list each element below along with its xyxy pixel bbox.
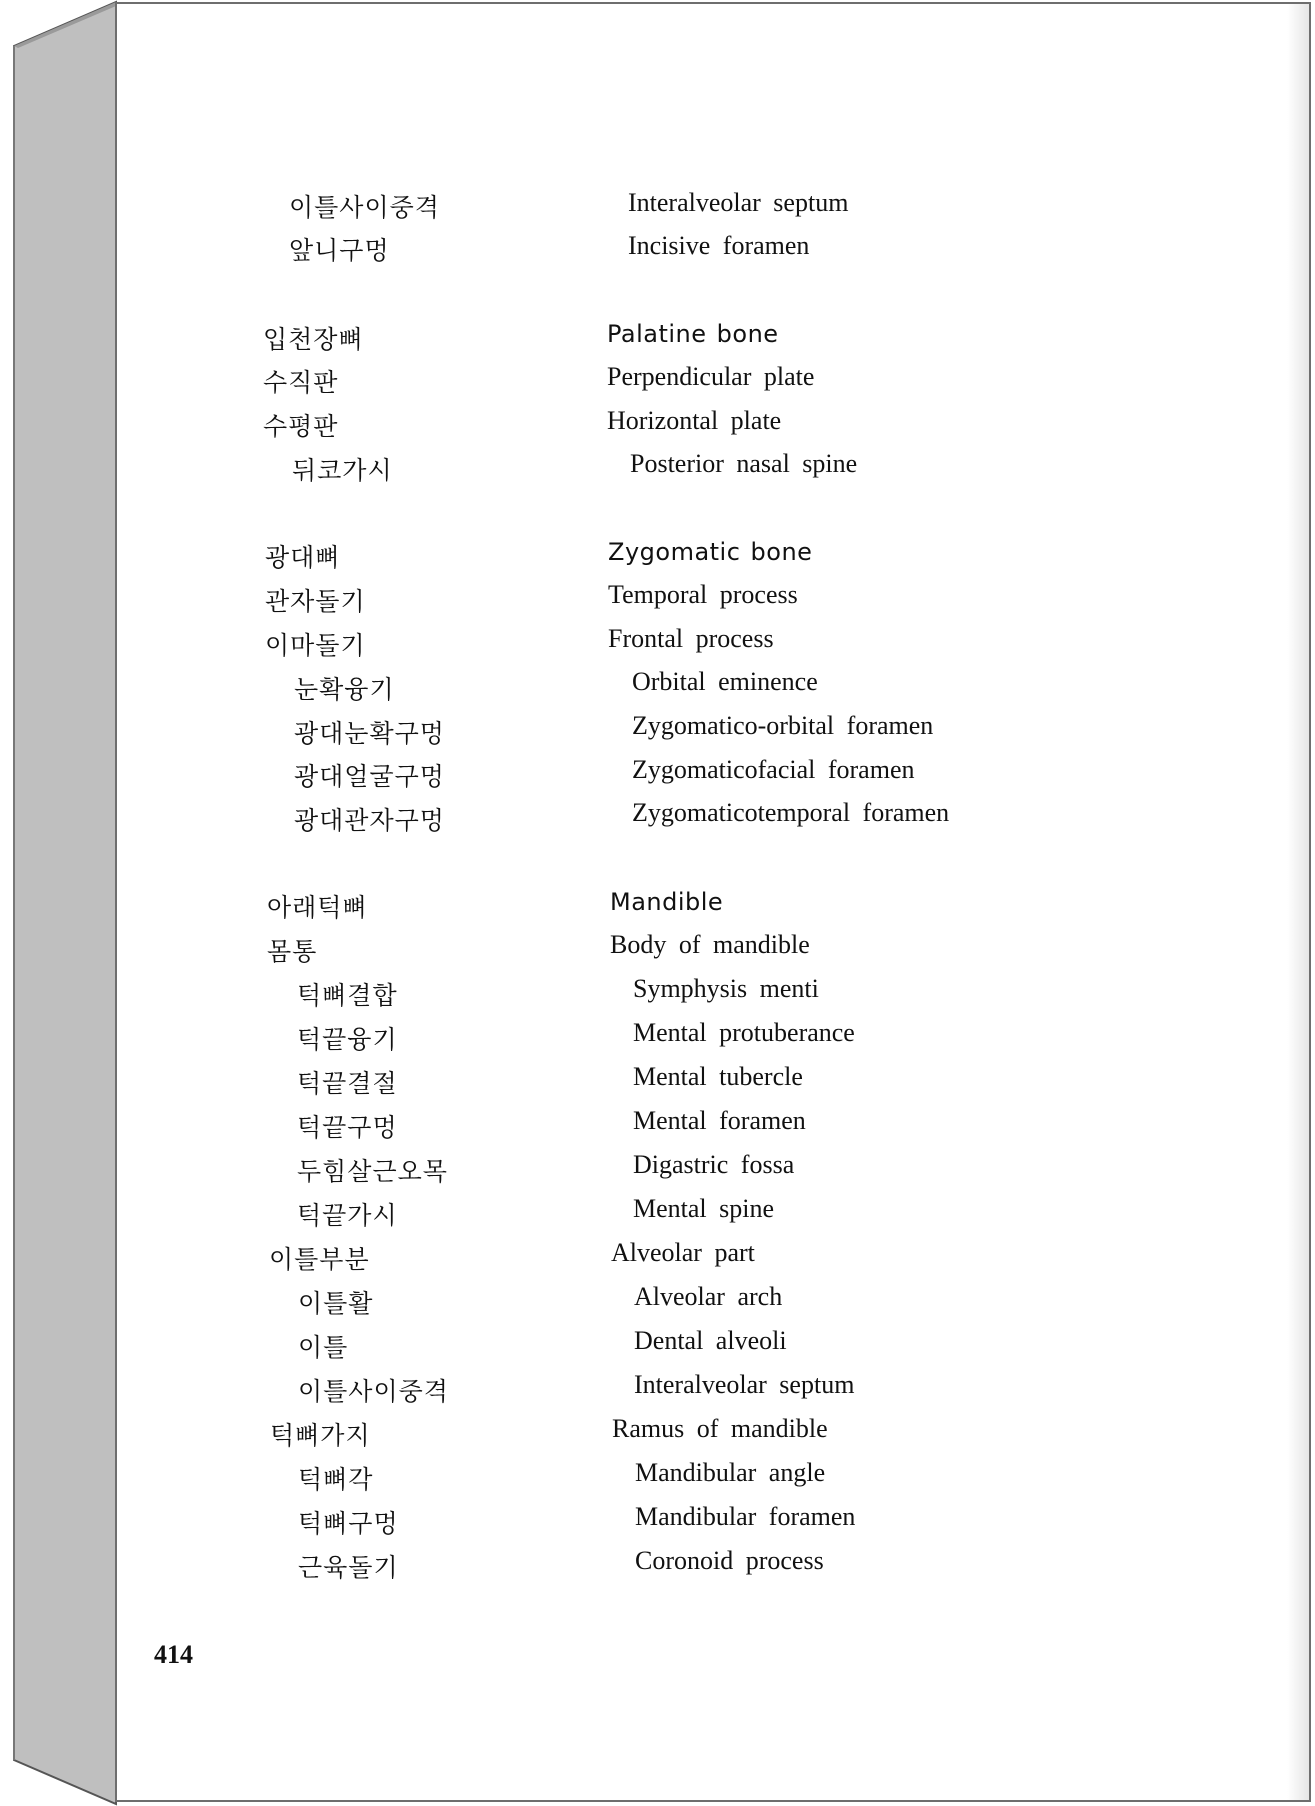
- entry-english: Frontal process: [608, 624, 774, 653]
- entry-english: Digastric fossa: [633, 1150, 795, 1179]
- entry-korean: 이틀활: [298, 1289, 374, 1318]
- entry-korean: 턱뼈가지: [270, 1421, 371, 1450]
- entry-korean: 앞니구멍: [289, 236, 390, 265]
- entry-english: Orbital eminence: [632, 667, 818, 696]
- entry-korean: 턱뼈결합: [297, 981, 398, 1010]
- entry-english: Mental spine: [633, 1194, 775, 1223]
- entry-korean: 두힘살근오목: [297, 1157, 448, 1186]
- entry-english: Posterior nasal spine: [630, 449, 858, 478]
- entry-korean: 턱뼈각: [298, 1465, 374, 1494]
- entry-english: Interalveolar septum: [628, 188, 849, 217]
- entry-english: Body of mandible: [610, 930, 810, 959]
- entry-english: Perpendicular plate: [607, 362, 815, 391]
- entry-korean: 몸통: [267, 937, 318, 966]
- entry-english: Temporal process: [608, 580, 798, 609]
- entry-korean: 광대눈확구멍: [294, 719, 445, 748]
- entry-korean: 관자돌기: [265, 587, 366, 616]
- entry-english: Mental protuberance: [633, 1018, 855, 1047]
- entry-korean: 광대뼈: [265, 543, 341, 572]
- entry-english: Interalveolar septum: [634, 1370, 855, 1399]
- page-number: 414: [154, 1640, 193, 1669]
- entry-english: Mandibular foramen: [635, 1502, 856, 1531]
- entry-korean: 이틀: [298, 1333, 349, 1362]
- entry-english: Mandible: [610, 888, 724, 916]
- entry-korean: 뒤코가시: [292, 456, 393, 485]
- entry-korean: 근육돌기: [298, 1553, 399, 1582]
- entry-english: Palatine bone: [607, 320, 779, 348]
- entry-korean: 아래턱뼈: [267, 893, 368, 922]
- entry-korean: 광대얼굴구멍: [294, 762, 445, 791]
- entry-english: Horizontal plate: [607, 406, 782, 435]
- entry-english: Zygomaticotemporal foramen: [632, 798, 950, 827]
- entry-english: Zygomatico-orbital foramen: [632, 711, 934, 740]
- entry-english: Zygomaticofacial foramen: [632, 755, 915, 784]
- entry-english: Incisive foramen: [628, 231, 810, 260]
- entry-korean: 턱끝결절: [297, 1069, 398, 1098]
- entry-english: Dental alveoli: [634, 1326, 787, 1355]
- entry-korean: 수평판: [263, 412, 339, 441]
- entry-korean: 턱끝융기: [297, 1025, 398, 1054]
- entry-korean: 수직판: [263, 368, 339, 397]
- entry-english: Mandibular angle: [635, 1458, 826, 1487]
- entry-english: Zygomatic bone: [608, 538, 813, 566]
- entry-korean: 이틀사이중격: [298, 1377, 449, 1406]
- entry-korean: 광대관자구멍: [294, 806, 445, 835]
- entry-korean: 입천장뼈: [263, 325, 364, 354]
- entry-english: Ramus of mandible: [612, 1414, 828, 1443]
- entry-english: Alveolar arch: [634, 1282, 783, 1311]
- entry-korean: 이마돌기: [265, 631, 366, 660]
- entry-korean: 이틀사이중격: [289, 193, 440, 222]
- entry-korean: 턱뼈구멍: [298, 1509, 399, 1538]
- entry-korean: 눈확융기: [294, 675, 395, 704]
- entry-korean: 이틀부분: [269, 1245, 370, 1274]
- entry-english: Mental tubercle: [633, 1062, 803, 1091]
- page-edge-shadow: [1287, 4, 1309, 1800]
- book-spine: [0, 0, 118, 1806]
- entry-korean: 턱끝가시: [297, 1201, 398, 1230]
- entry-english: Symphysis menti: [633, 974, 819, 1003]
- entry-english: Coronoid process: [635, 1546, 824, 1575]
- entry-korean: 턱끝구멍: [297, 1113, 398, 1142]
- entry-english: Alveolar part: [611, 1238, 755, 1267]
- entry-english: Mental foramen: [633, 1106, 806, 1135]
